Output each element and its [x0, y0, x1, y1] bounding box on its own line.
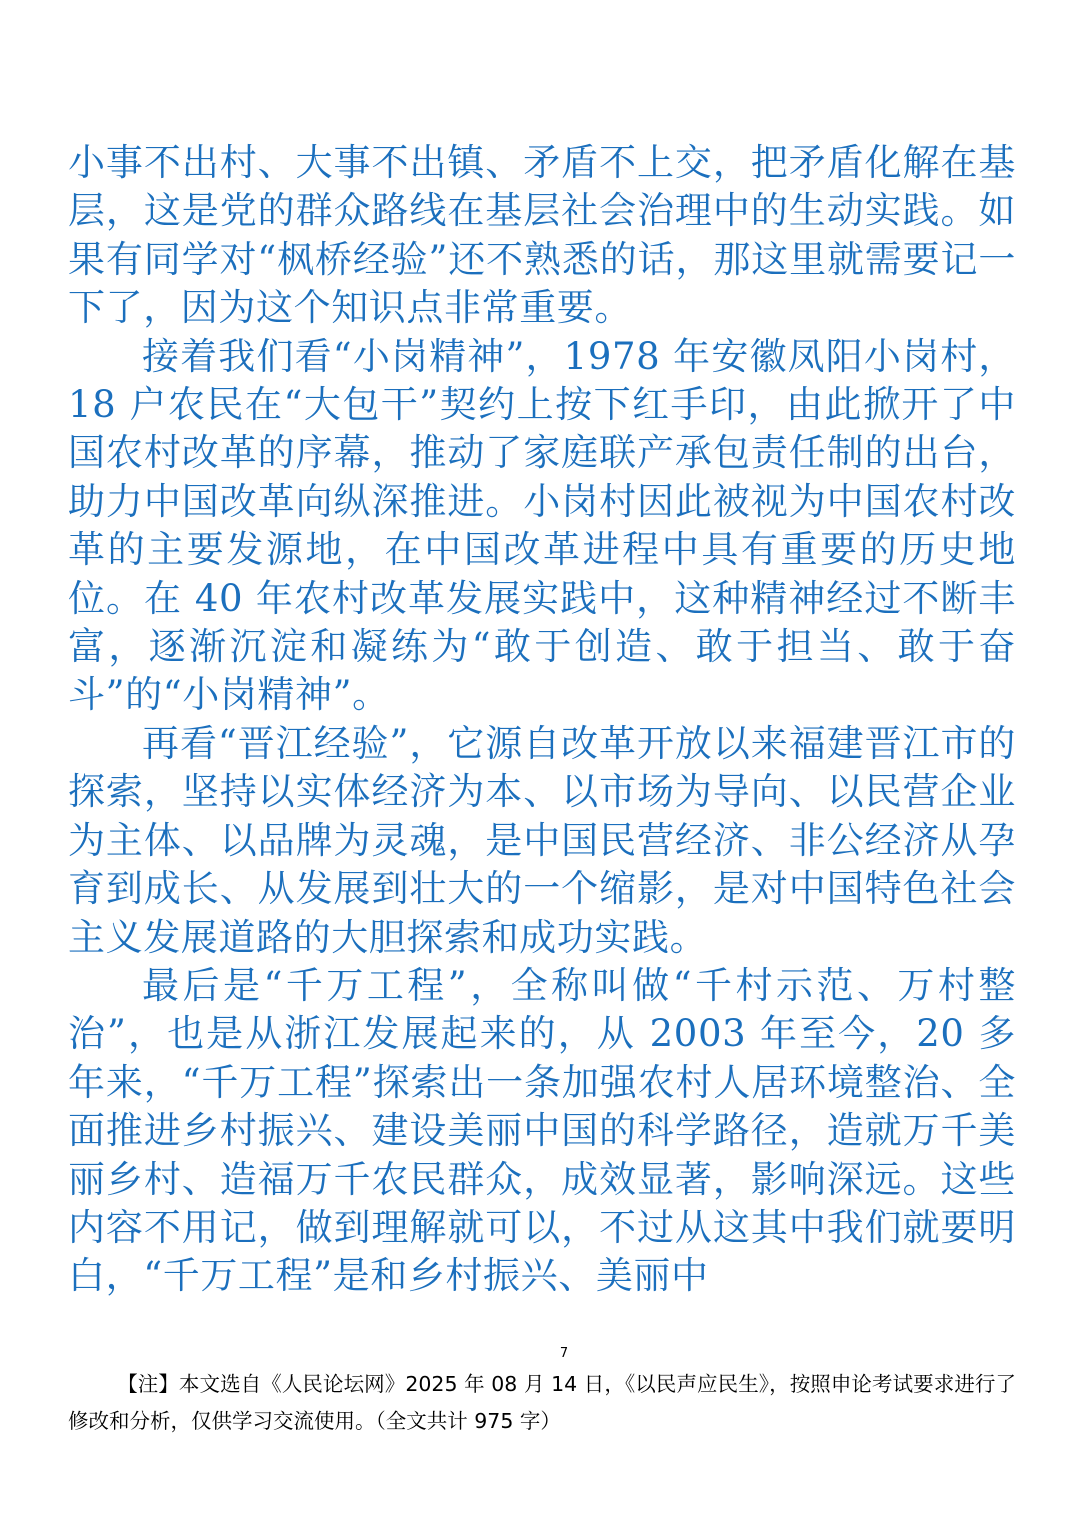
- source-footnote: 【注】本文选自《人民论坛网》2025 年 08 月 14 日，《以民声应民生》，按照申论考试要求进行了修改和分析，仅供学习交流使用。（全文共计 975 字）: [68, 1372, 1016, 1433]
- article-body: [68, 139, 1016, 1301]
- paragraph-xiaogang-spirit: 接着我们看“小岗精神”，1978 年安徽凤阳小岗村，18 户农民在“大包干”契约上按下红手印，由此掀开了中国农村改革的序幕，推动了家庭联产承包责任制的出台，助力中国改革向纵深推进。小岗村因此被视为中国农村改革的主要发源地，在中国改革进程中具有重要的历史地位。在 40 年农村改革发展实践中，这种精神经过不断丰富，逐渐沉淀和凝练为“敢于创造、敢于担当、敢于奋斗”的“小岗精神”。: [68, 334, 1016, 717]
- paragraph-fengqiao-continued: 小事不出村、大事不出镇、矛盾不上交，把矛盾化解在基层，这是党的群众路线在基层社会治理中的生动实践。如果有同学对“枫桥经验”还不熟悉的话，那这里就需要记一下了，因为这个知识点非常重要。: [68, 141, 1016, 330]
- page-number: 7: [559, 1346, 569, 1361]
- paragraph-qianwan-project: 最后是“千万工程”，全称叫做“千村示范、万村整治”，也是从浙江发展起来的，从 2003 年至今，20 多年来，“千万工程”探索出一条加强农村人居环境整治、全面推进乡村振兴、建设美丽中国的科学路径，造就万千美丽乡村、造福万千农民群众，成效显著，影响深远。这些内容不用记，做到理解就可以，不过从这其中我们就要明白，“千万工程”是和乡村振兴、美丽中: [68, 963, 1016, 1298]
- paragraph-jinjiang-experience: 再看“晋江经验”，它源自改革开放以来福建晋江市的探索，坚持以实体经济为本、以市场为导向、以民营企业为主体、以品牌为灵魂，是中国民营经济、非公经济从孕育到成长、从发展到壮大的一个缩影，是对中国特色社会主义发展道路的大胆探索和成功实践。: [68, 721, 1016, 959]
